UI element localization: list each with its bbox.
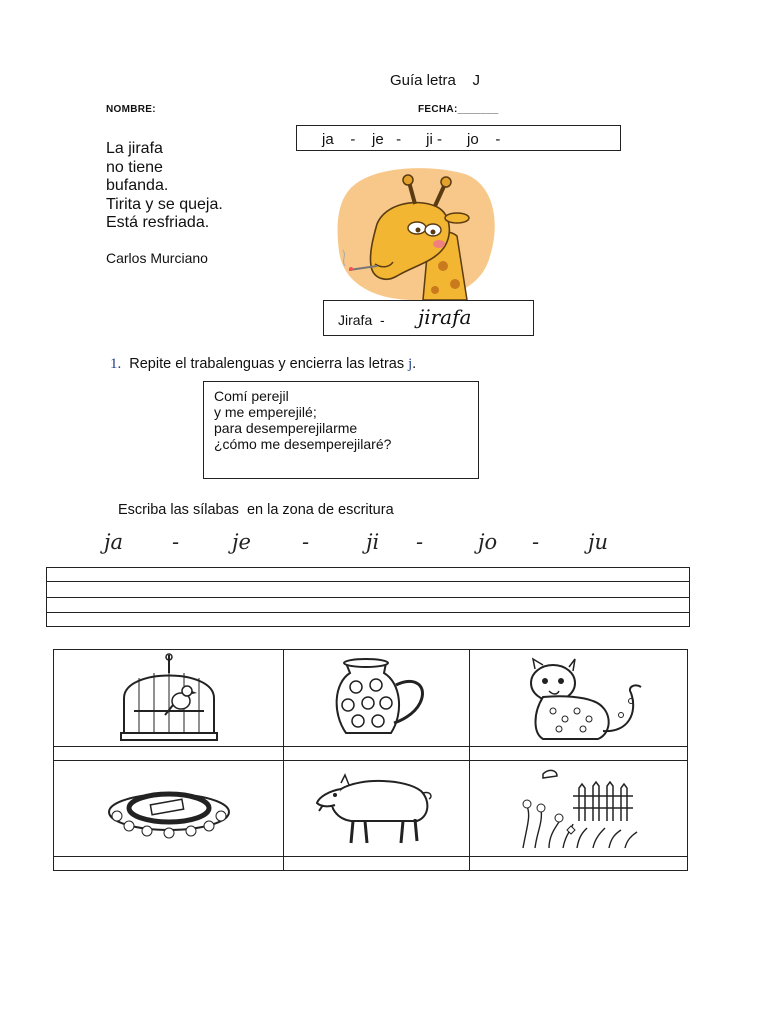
poem [106,140,223,233]
task-text: Repite el trabalenguas y encierra las letras [129,356,405,372]
syllable-box [296,125,621,151]
picture-cell-garden [469,761,687,857]
jirafa-print-text: Jirafa - [338,312,385,328]
picture-cell-cage [54,650,284,747]
answer-cell[interactable] [469,857,687,871]
jaguar-icon [503,653,653,743]
answer-cell[interactable] [469,747,687,761]
cursive-separator: - [302,530,310,554]
wild-boar-icon [311,769,441,849]
cursive-separator: - [416,530,424,554]
poem-line: Está resfriada. [106,214,210,231]
poem-author: Carlos Murciano [106,250,208,266]
cursive-separator: - [172,530,180,554]
picture-cell-jug [284,650,469,747]
garden-icon [513,766,643,851]
cursive-syllable: ju [588,530,609,554]
cursive-syllables-row [104,530,644,560]
tongue-twister-line: Comí perejil [214,388,289,404]
cursive-syllable: je [232,530,251,554]
bird-cage-icon [109,653,229,743]
worksheet-title: Guía letra J [389,72,481,89]
writing-zone[interactable] [46,567,690,627]
picture-table [53,649,688,871]
task-end: . [412,356,417,372]
tongue-twister-box [203,381,479,479]
picture-cell-boar [284,761,469,857]
poem-line: La jirafa [106,140,163,157]
poem-line: bufanda. [106,177,169,194]
cursive-syllable: jo [478,530,498,554]
cursive-syllable: ja [104,530,124,554]
tongue-twister-line: y me emperejilé; [214,404,317,420]
jirafa-label-box [323,300,534,336]
cursive-separator: - [532,530,540,554]
nombre-label: NOMBRE: [106,104,156,115]
giraffe-illustration [335,166,501,302]
task-1 [110,356,416,373]
jug-icon [316,653,436,743]
answer-cell[interactable] [284,857,469,871]
writing-line [47,581,689,582]
picture-cell-soap-dish [54,761,284,857]
fecha-label: FECHA:_______ [418,104,499,115]
tongue-twister-line: para desemperejilarme [214,420,358,436]
task-letter: j [408,356,413,372]
answer-cell[interactable] [54,747,284,761]
jirafa-cursive-text: jirafa [418,305,472,329]
answer-cell[interactable] [54,857,284,871]
task-number: 1. [110,356,122,372]
poem-line: Tirita y se queja. [106,195,223,213]
writing-line [47,612,689,613]
tongue-twister-line: ¿cómo me desemperejilaré? [214,436,392,452]
writing-instruction: Escriba las sílabas en la zona de escritura [118,502,394,518]
answer-cell[interactable] [284,747,469,761]
soap-dish-icon [99,774,239,844]
picture-cell-jaguar [469,650,687,747]
writing-line [47,597,689,598]
syllable-box-text: ja - je - ji - jo - [322,131,501,148]
cursive-syllable: ji [366,530,380,554]
poem-line: no tiene [106,158,163,176]
